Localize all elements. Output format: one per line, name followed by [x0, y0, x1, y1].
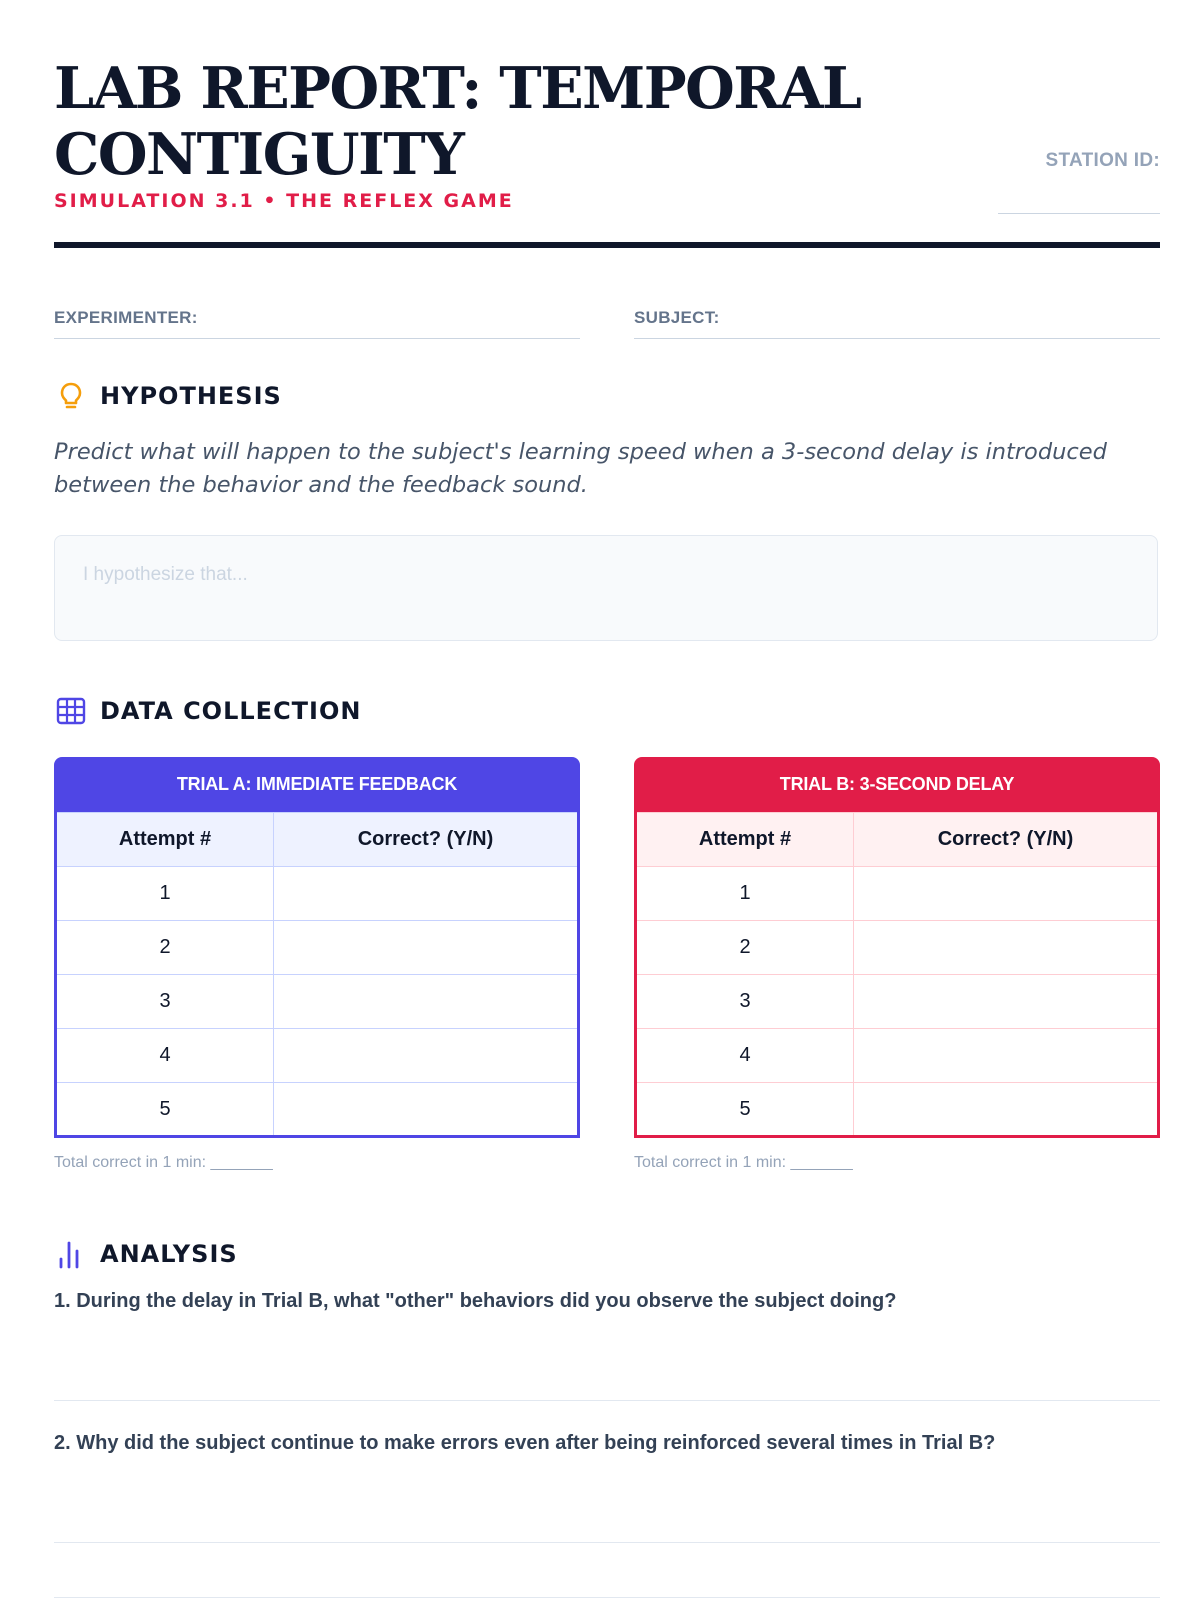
station-id-field[interactable] [1046, 150, 1160, 172]
correct-entry-cell[interactable] [854, 1083, 1159, 1137]
table-row [636, 1083, 1159, 1137]
analysis-title: ANALYSIS [100, 1240, 238, 1268]
table-row [56, 1083, 579, 1137]
table-header-row [56, 813, 579, 867]
attempt-number: 1 [56, 867, 274, 921]
data-collection-title: DATA COLLECTION [100, 697, 362, 725]
trial-b-total-note: Total correct in 1 min: _______ [634, 1154, 853, 1171]
column-header-attempt: Attempt # [636, 813, 854, 867]
attempt-number: 3 [56, 975, 274, 1029]
table-row [56, 867, 579, 921]
participant-fields [54, 300, 1160, 340]
attempt-number: 5 [636, 1083, 854, 1137]
table-row [56, 975, 579, 1029]
hypothesis-title: HYPOTHESIS [100, 382, 282, 410]
subject-label: SUBJECT: [634, 308, 720, 327]
trial-a-table-block [54, 757, 580, 1172]
station-id-label: STATION ID: [1045, 150, 1160, 171]
correct-entry-cell[interactable] [854, 921, 1159, 975]
column-header-correct: Correct? (Y/N) [274, 813, 579, 867]
trial-a-table [54, 812, 580, 1138]
correct-entry-cell[interactable] [854, 975, 1159, 1029]
page-title: LAB REPORT: TEMPORAL CONTIGUITY [54, 55, 861, 188]
correct-entry-cell[interactable] [854, 1029, 1159, 1083]
trial-b-title: TRIAL B: 3-SECOND DELAY [634, 757, 1160, 812]
trial-a-title: TRIAL A: IMMEDIATE FEEDBACK [54, 757, 580, 812]
correct-entry-cell[interactable] [274, 867, 579, 921]
answer-line-1[interactable] [54, 1400, 1160, 1401]
experimenter-field[interactable] [54, 300, 580, 339]
correct-entry-cell[interactable] [274, 1029, 579, 1083]
table-icon [54, 694, 88, 728]
column-header-attempt: Attempt # [56, 813, 274, 867]
correct-entry-cell[interactable] [274, 975, 579, 1029]
analysis-question-1: 1. During the delay in Trial B, what "other" behaviors did you observe the subject doing? [54, 1290, 897, 1312]
table-row [56, 921, 579, 975]
trial-b-card [634, 757, 1160, 1138]
analysis-heading [54, 1237, 238, 1271]
report-header [54, 0, 1160, 250]
table-row [636, 1029, 1159, 1083]
answer-line-2[interactable] [54, 1542, 1160, 1543]
correct-entry-cell[interactable] [274, 1083, 579, 1137]
lightbulb-icon [54, 379, 88, 413]
page-subtitle: SIMULATION 3.1 • THE REFLEX GAME [54, 190, 514, 212]
bar-chart-icon [54, 1237, 88, 1271]
attempt-number: 4 [636, 1029, 854, 1083]
table-row [636, 867, 1159, 921]
experimenter-label: EXPERIMENTER: [54, 308, 198, 327]
table-row [56, 1029, 579, 1083]
column-header-correct: Correct? (Y/N) [854, 813, 1159, 867]
table-row [636, 921, 1159, 975]
attempt-number: 2 [636, 921, 854, 975]
subject-field[interactable] [634, 300, 1160, 339]
answer-line-3[interactable] [54, 1597, 1160, 1598]
hypothesis-prompt: Predict what will happen to the subject's learning speed when a 3-second delay is introduced between the behavior and the feedback sound. [54, 439, 1107, 498]
lab-report-page [54, 0, 1160, 1454]
hypothesis-heading [54, 379, 282, 413]
attempt-number: 3 [636, 975, 854, 1029]
table-row [636, 975, 1159, 1029]
hypothesis-placeholder: I hypothesize that... [83, 564, 248, 585]
trial-b-table-block [634, 757, 1160, 1172]
analysis-question-2: 2. Why did the subject continue to make errors even after being reinforced several times in Trial B? [54, 1432, 996, 1454]
correct-entry-cell[interactable] [854, 867, 1159, 921]
data-collection-heading [54, 694, 361, 728]
trial-b-table [634, 812, 1160, 1138]
attempt-number: 2 [56, 921, 274, 975]
attempt-number: 4 [56, 1029, 274, 1083]
trial-a-card [54, 757, 580, 1138]
station-id-input-line[interactable] [998, 213, 1160, 214]
table-header-row [636, 813, 1159, 867]
header-divider [54, 242, 1160, 248]
trial-a-total-note: Total correct in 1 min: _______ [54, 1154, 273, 1171]
correct-entry-cell[interactable] [274, 921, 579, 975]
hypothesis-input[interactable] [54, 535, 1158, 641]
attempt-number: 5 [56, 1083, 274, 1137]
attempt-number: 1 [636, 867, 854, 921]
